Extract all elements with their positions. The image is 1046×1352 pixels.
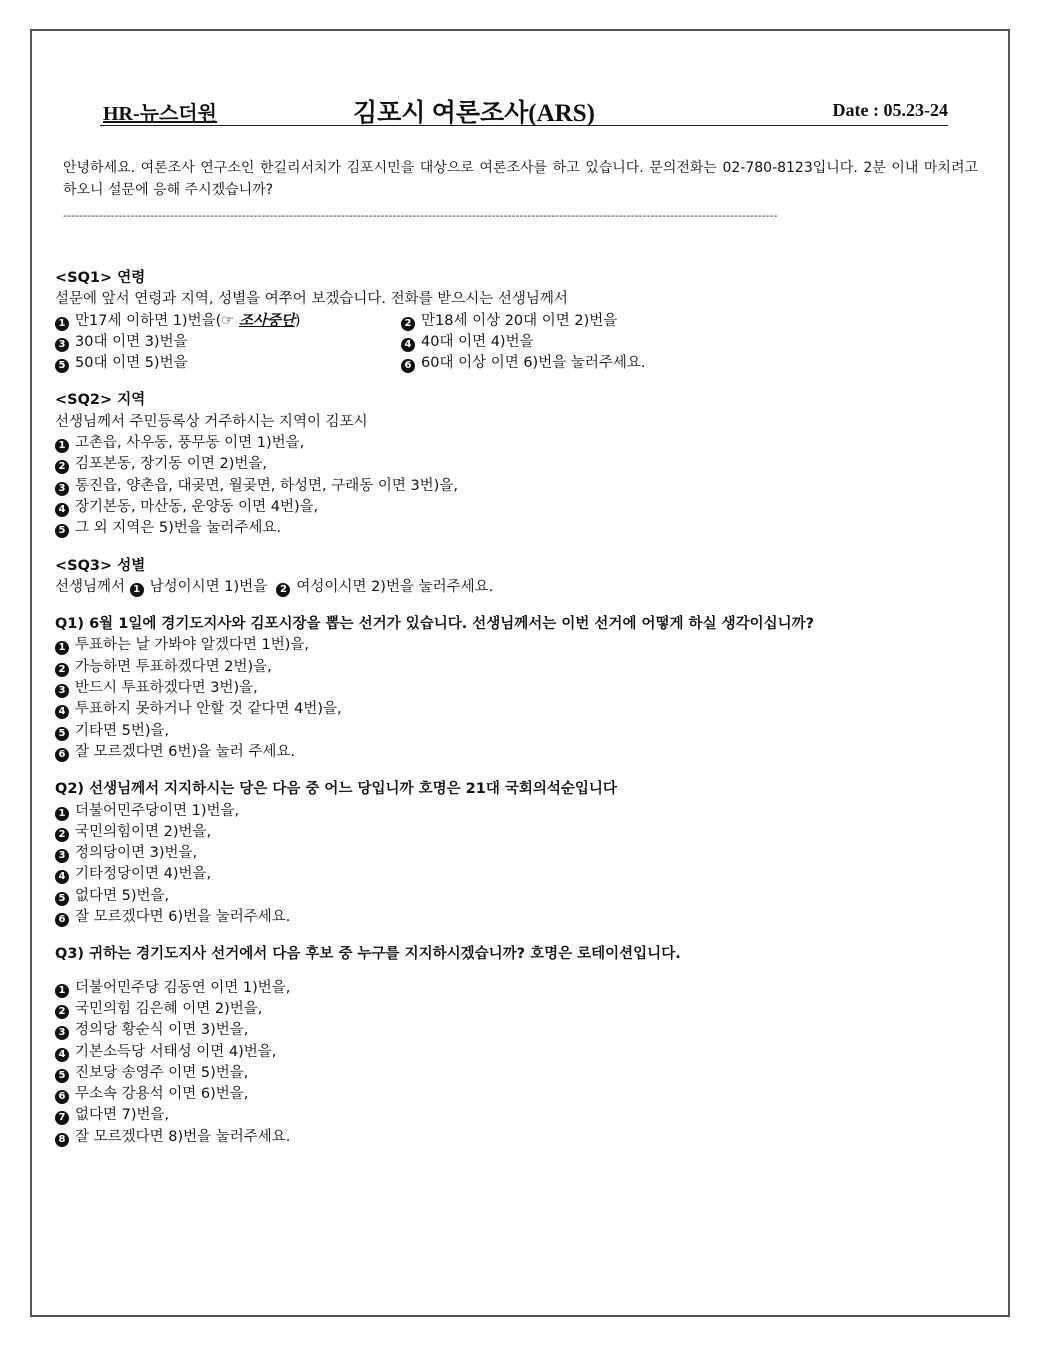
sq1-row — [55, 332, 995, 353]
q2-section — [55, 779, 995, 928]
q2-title: Q2) 선생님께서 지지하시는 당은 다음 중 어느 당입니까 호명은 21대 국회의석순입니다 — [55, 781, 617, 798]
dashed-divider: ------------------------------------------------------------------------------------------------------------------------------------------------------------------------------------ — [63, 209, 778, 221]
option-text: 고촌읍, 사우동, 풍무동 이면 1)번을, — [75, 435, 305, 452]
option-text: 없다면 5)번을, — [75, 887, 170, 904]
option-number-icon: 4 — [55, 503, 69, 517]
q3-option — [55, 1105, 995, 1126]
q1-option — [55, 657, 995, 678]
option-number-icon: 6 — [401, 359, 415, 373]
sq1-row — [55, 311, 995, 332]
option-text: 기타면 5번)을, — [75, 722, 170, 739]
intro-paragraph: 안녕하세요. 여론조사 연구소인 한길리서치가 김포시민을 대상으로 여론조사를 하고 있습니다. 문의전화는 02-780-8123입니다. 2분 이내 마치려고 하오니 설문에 응해 주시겠습니까? — [63, 160, 978, 198]
sq2-description: 선생님께서 주민등록상 거주하시는 지역이 김포시 — [55, 413, 368, 430]
q1-option — [55, 678, 995, 699]
option-number-icon: 2 — [55, 460, 69, 474]
option-number-icon: 1 — [55, 439, 69, 453]
option-number-icon: 3 — [55, 849, 69, 863]
q2-option — [55, 864, 995, 885]
option-text: 만17세 이하면 1)번을(☞ — [75, 312, 239, 329]
survey-body — [55, 268, 995, 1164]
q2-option — [55, 843, 995, 864]
option-text: 국민의힘 김은혜 이면 2)번을, — [75, 1000, 263, 1017]
option-number-icon: 4 — [401, 338, 415, 352]
option-number-icon: 4 — [55, 1048, 69, 1062]
option-number-icon: 3 — [55, 1026, 69, 1040]
option-number-icon: 8 — [55, 1133, 69, 1147]
option-number-icon: 6 — [55, 748, 69, 762]
sq1-option — [55, 311, 401, 332]
stop-survey-label: 조사중단 — [238, 312, 295, 329]
option-text: 40대 이면 4)번을 — [421, 333, 534, 350]
option-number-icon: 3 — [55, 684, 69, 698]
option-number-icon: 4 — [55, 870, 69, 884]
q1-option — [55, 635, 995, 656]
sq1-description: 설문에 앞서 연령과 지역, 성별을 여쭈어 보겠습니다. 전화를 받으시는 선생님께서 — [55, 291, 568, 308]
q3-option — [55, 1127, 995, 1148]
option-text: ) — [294, 312, 301, 329]
q1-option — [55, 721, 995, 742]
sq2-option — [55, 518, 995, 539]
q3-option — [55, 1063, 995, 1084]
option-number-icon: 3 — [55, 338, 69, 352]
sq2-option — [55, 476, 995, 497]
option-text: 50대 이면 5)번을 — [75, 355, 188, 372]
sq2-option — [55, 454, 995, 475]
sq1-option — [55, 332, 401, 353]
option-text: 만18세 이상 20대 이면 2)번을 — [421, 312, 618, 329]
option-text: 더불어민주당이면 1)번을, — [75, 802, 240, 819]
option-text: 없다면 7)번을, — [75, 1107, 170, 1124]
option-text: 투표하는 날 가봐야 알겠다면 1번)을, — [75, 637, 310, 654]
option-number-icon: 6 — [55, 913, 69, 927]
survey-date: Date : 05.23-24 — [832, 100, 948, 120]
option-number-icon: 4 — [55, 705, 69, 719]
option-text: 여성이시면 2)번을 눌러주세요. — [296, 578, 494, 595]
option-number-icon: 2 — [276, 583, 290, 597]
option-text: 그 외 지역은 5)번을 눌러주세요. — [75, 520, 282, 537]
option-text: 정의당이면 3)번을, — [75, 845, 198, 862]
q3-option — [55, 1084, 995, 1105]
sq1-option — [401, 311, 617, 332]
option-number-icon: 2 — [401, 317, 415, 331]
document-title: 김포시 여론조사(ARS) — [353, 100, 595, 127]
option-text: 선생님께서 — [55, 578, 126, 595]
sq1-option — [401, 353, 645, 374]
sq2-option — [55, 497, 995, 518]
sq3-title: <SQ3> 성별 — [55, 557, 146, 574]
option-text: 기타정당이면 4)번을, — [75, 866, 212, 883]
option-number-icon: 2 — [55, 663, 69, 677]
q3-option — [55, 1020, 995, 1041]
spacer — [55, 966, 995, 978]
document-header — [100, 95, 948, 126]
option-text: 투표하지 못하거나 안할 것 같다면 4번)을, — [75, 701, 342, 718]
option-text: 반드시 투표하겠다면 3번)을, — [75, 680, 258, 697]
option-number-icon: 5 — [55, 524, 69, 538]
sq3-section — [55, 556, 995, 599]
sq2-section — [55, 390, 995, 539]
sq2-option — [55, 433, 995, 454]
q3-option — [55, 1042, 995, 1063]
q1-section — [55, 614, 995, 763]
option-text: 잘 모르겠다면 8)번을 눌러주세요. — [75, 1128, 291, 1145]
option-number-icon: 1 — [55, 984, 69, 998]
option-text: 가능하면 투표하겠다면 2번)을, — [75, 658, 272, 675]
option-number-icon: 3 — [55, 482, 69, 496]
client-name: HR-뉴스더원 — [103, 103, 217, 125]
q1-option — [55, 699, 995, 720]
q3-section — [55, 944, 995, 1148]
option-text: 잘 모르겠다면 6번)을 눌러 주세요. — [75, 743, 296, 760]
option-number-icon: 1 — [55, 807, 69, 821]
sq1-section — [55, 268, 995, 374]
sq1-title: <SQ1> 연령 — [55, 270, 146, 286]
option-number-icon: 5 — [55, 892, 69, 906]
option-text: 남성이시면 1)번을 — [149, 578, 268, 595]
option-text: 진보당 송영주 이면 5)번을, — [75, 1064, 249, 1081]
q2-option — [55, 907, 995, 928]
option-text: 잘 모르겠다면 6)번을 눌러주세요. — [75, 909, 291, 926]
option-number-icon: 1 — [55, 641, 69, 655]
option-text: 30대 이면 3)번을 — [75, 333, 188, 350]
q2-option — [55, 822, 995, 843]
option-text: 통진읍, 양촌읍, 대곶면, 월곶면, 하성면, 구래동 이면 3번)을, — [75, 477, 458, 494]
option-text: 정의당 황순식 이면 3)번을, — [75, 1022, 249, 1039]
q3-option — [55, 978, 995, 999]
option-number-icon: 5 — [55, 359, 69, 373]
q2-option — [55, 886, 995, 907]
option-text: 더불어민주당 김동연 이면 1)번을, — [75, 979, 291, 996]
option-number-icon: 7 — [55, 1111, 69, 1125]
option-number-icon: 6 — [55, 1090, 69, 1104]
option-number-icon: 5 — [55, 727, 69, 741]
q3-option — [55, 999, 995, 1020]
sq1-option — [401, 332, 534, 353]
sq1-row — [55, 353, 995, 374]
option-text: 장기본동, 마산동, 운양동 이면 4번)을, — [75, 498, 319, 515]
option-number-icon: 2 — [55, 828, 69, 842]
q1-title: Q1) 6월 1일에 경기도지사와 김포시장을 뽑는 선거가 있습니다. 선생님께서는 이번 선거에 어떻게 하실 생각이십니까? — [55, 616, 815, 633]
option-number-icon: 1 — [55, 317, 69, 331]
sq1-option — [55, 353, 401, 374]
sq2-title: <SQ2> 지역 — [55, 392, 146, 409]
option-text: 무소속 강용석 이면 6)번을, — [75, 1086, 249, 1103]
option-text: 기본소득당 서태성 이면 4)번을, — [75, 1043, 277, 1060]
option-number-icon: 1 — [130, 583, 144, 597]
q2-option — [55, 801, 995, 822]
option-text: 김포본동, 장기동 이면 2)번을, — [75, 456, 268, 473]
option-number-icon: 2 — [55, 1005, 69, 1019]
option-text: 60대 이상 이면 6)번을 눌러주세요. — [421, 355, 646, 372]
option-text: 국민의힘이면 2)번을, — [75, 823, 212, 840]
q1-option — [55, 742, 995, 763]
sq3-options — [55, 577, 995, 598]
q3-title: Q3) 귀하는 경기도지사 선거에서 다음 후보 중 누구를 지지하시겠습니까? 호명은 로테이션입니다. — [55, 946, 681, 963]
option-number-icon: 5 — [55, 1069, 69, 1083]
